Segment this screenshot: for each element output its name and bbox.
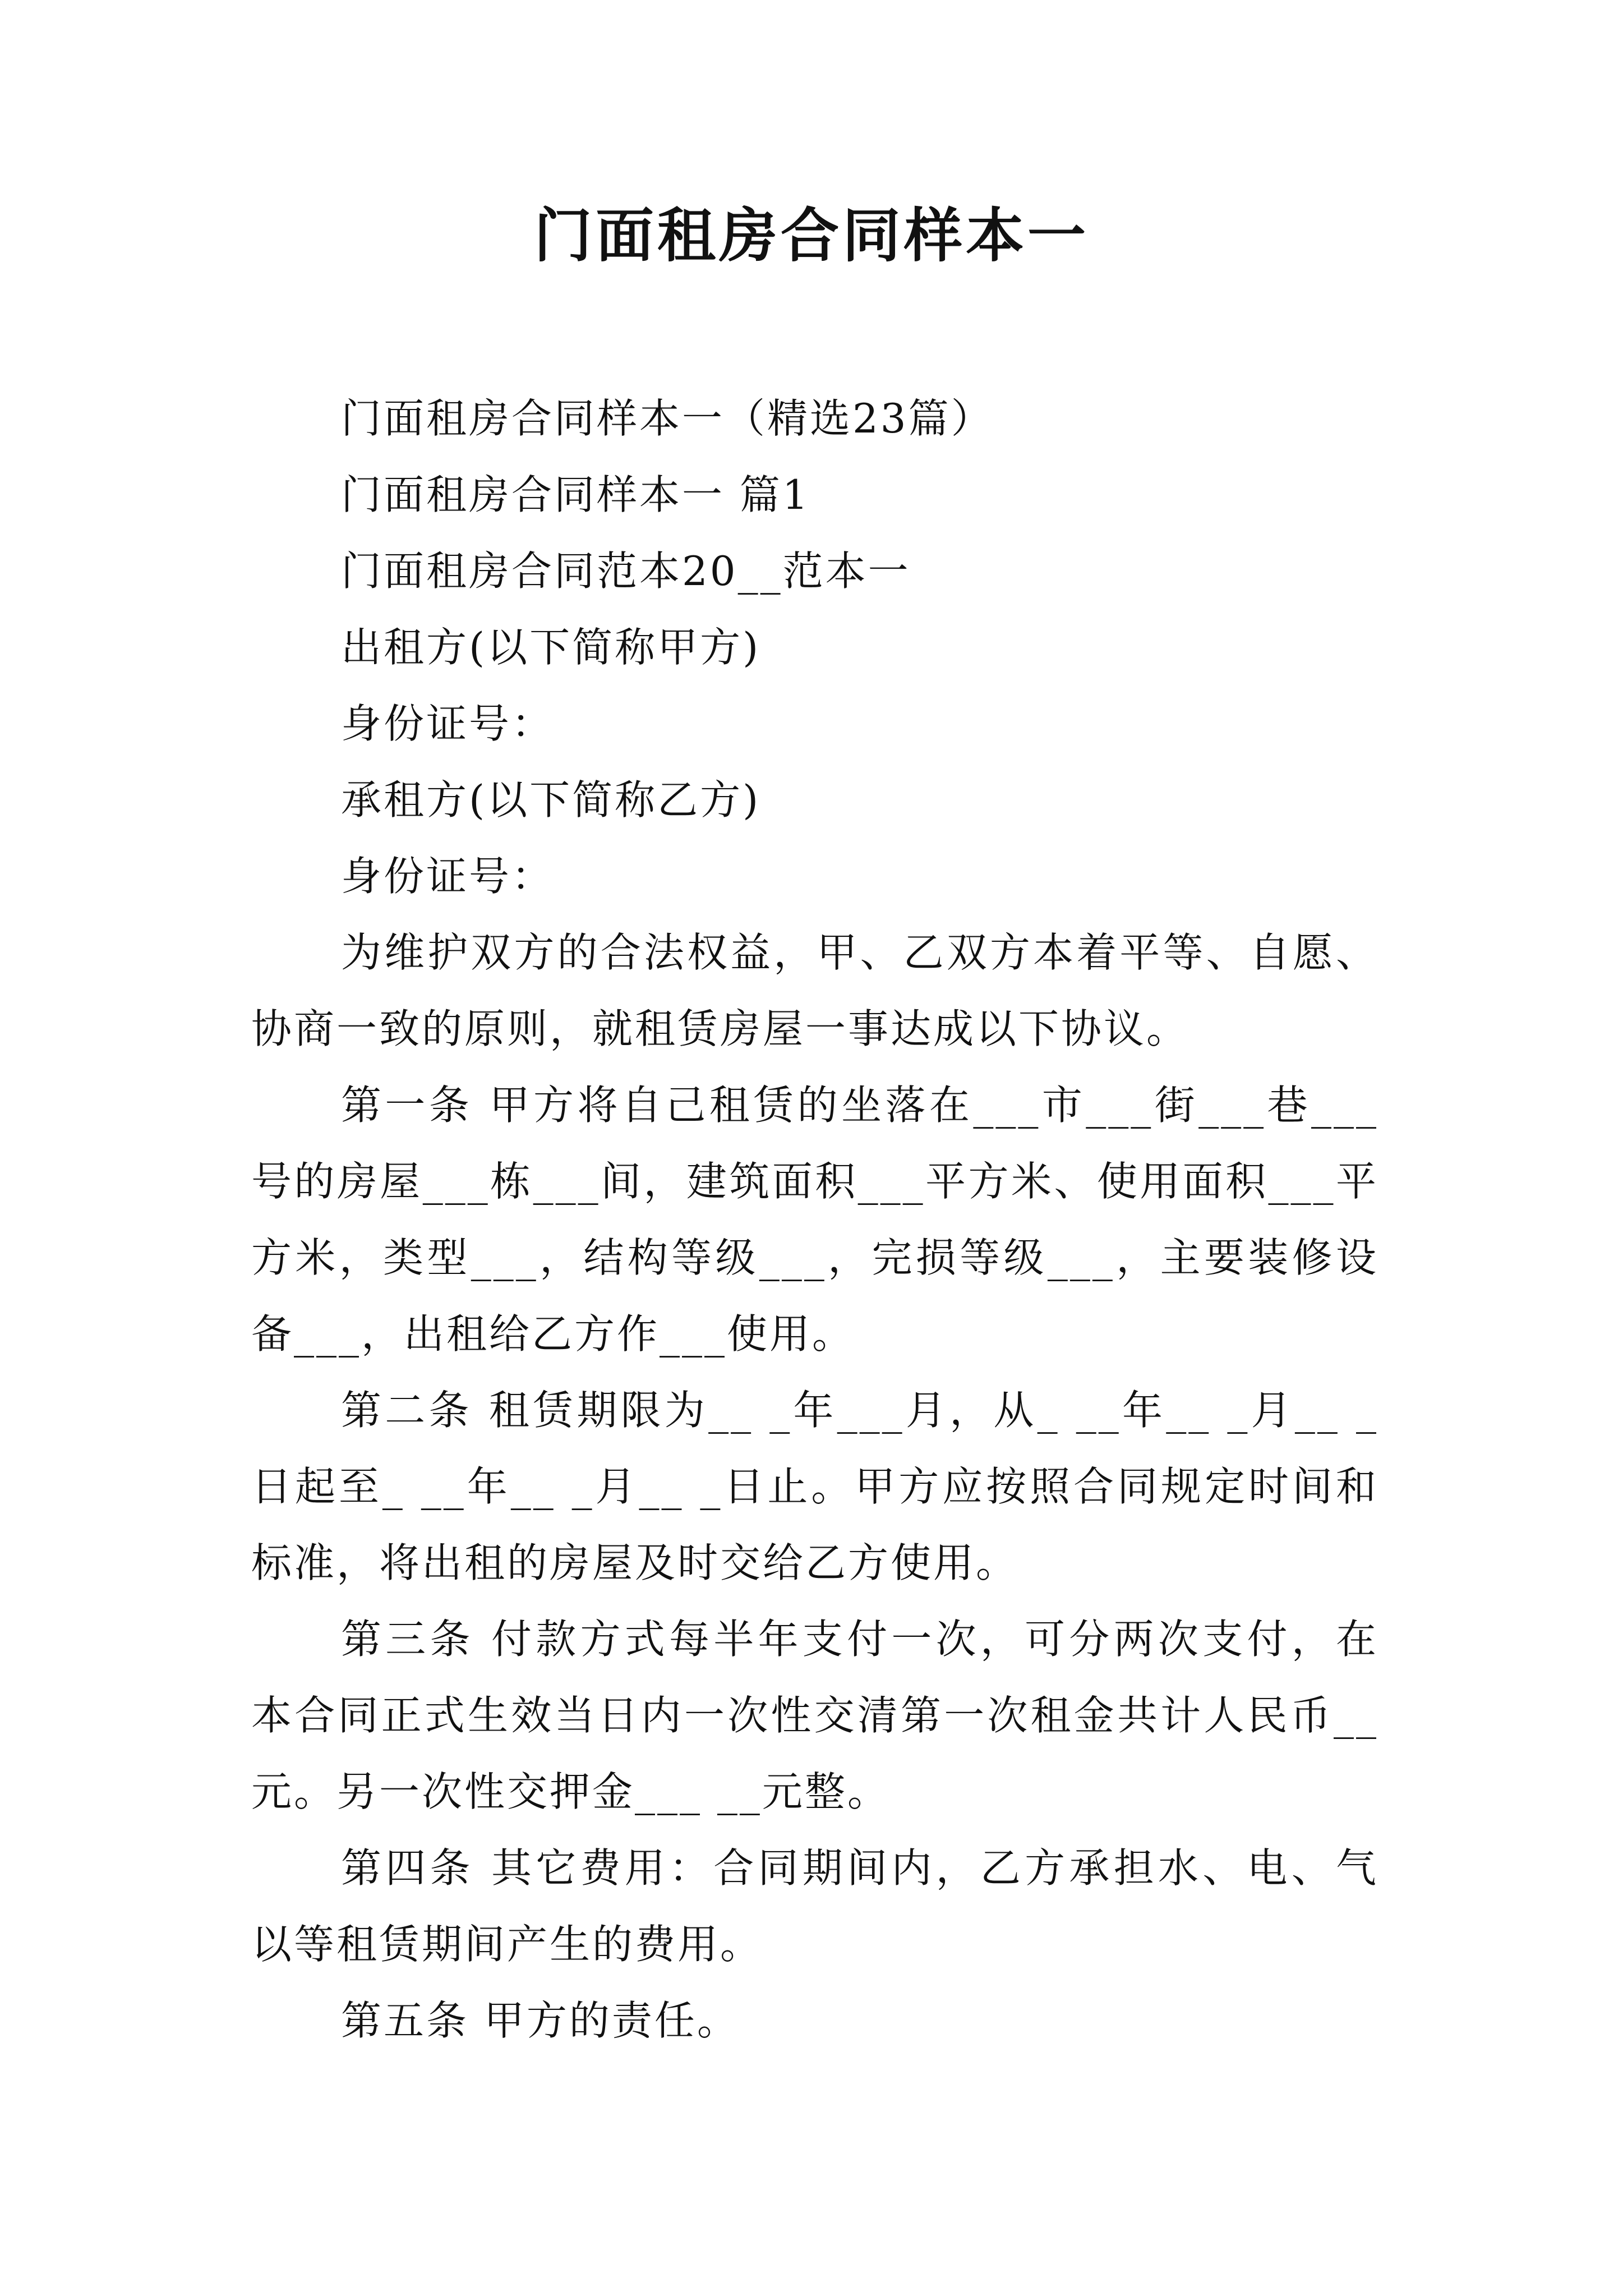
paragraph-article-5: 第五条 甲方的责任。 xyxy=(341,1997,740,2044)
paragraph-article-1: 第一条 甲方将自己租赁的坐落在___市___街___巷___号的房屋___栋___间，建筑面积___平方米、使用面积___平方米，类型___，结构等级___，完损等级___，主要装修设备___，出租给乙方作___使用。 xyxy=(251,1082,1378,1358)
paragraph-subtitle: 门面租房合同样本一（精选23篇） xyxy=(341,395,994,442)
paragraph-preamble: 为维护双方的合法权益，甲、乙双方本着平等、自愿、协商一致的原则，就租赁房屋一事达成以下协议。 xyxy=(251,929,1378,1052)
paragraph-lessor-id: 身份证号： xyxy=(341,700,555,747)
paragraph-article-3: 第三条 付款方式每半年支付一次，可分两次支付，在本合同正式生效当日内一次性交清第一次租金共计人民币__元。另一次性交押金___ __元整。 xyxy=(251,1616,1378,1815)
paragraph-lessor: 出租方(以下简称甲方) xyxy=(341,624,761,671)
paragraph-section-heading: 门面租房合同样本一 篇1 xyxy=(341,471,810,518)
paragraph-lessee-id: 身份证号： xyxy=(341,853,555,900)
document-title: 门面租房合同样本一 xyxy=(533,201,1089,270)
document-body xyxy=(251,380,1378,2059)
paragraph-article-2: 第二条 租赁期限为__ _年___月，从_ __年__ _月__ _日起至_ __年__ _月__ _日止。甲方应按照合同规定时间和标准，将出租的房屋及时交给乙方使用。 xyxy=(251,1387,1378,1586)
paragraph-template-name: 门面租房合同范本20__范本一 xyxy=(341,547,911,595)
paragraph-lessee: 承租方(以下简称乙方) xyxy=(341,776,761,823)
paragraph-article-4: 第四条 其它费用：合同期间内，乙方承担水、电、气以等租赁期间产生的费用。 xyxy=(251,1844,1378,1968)
